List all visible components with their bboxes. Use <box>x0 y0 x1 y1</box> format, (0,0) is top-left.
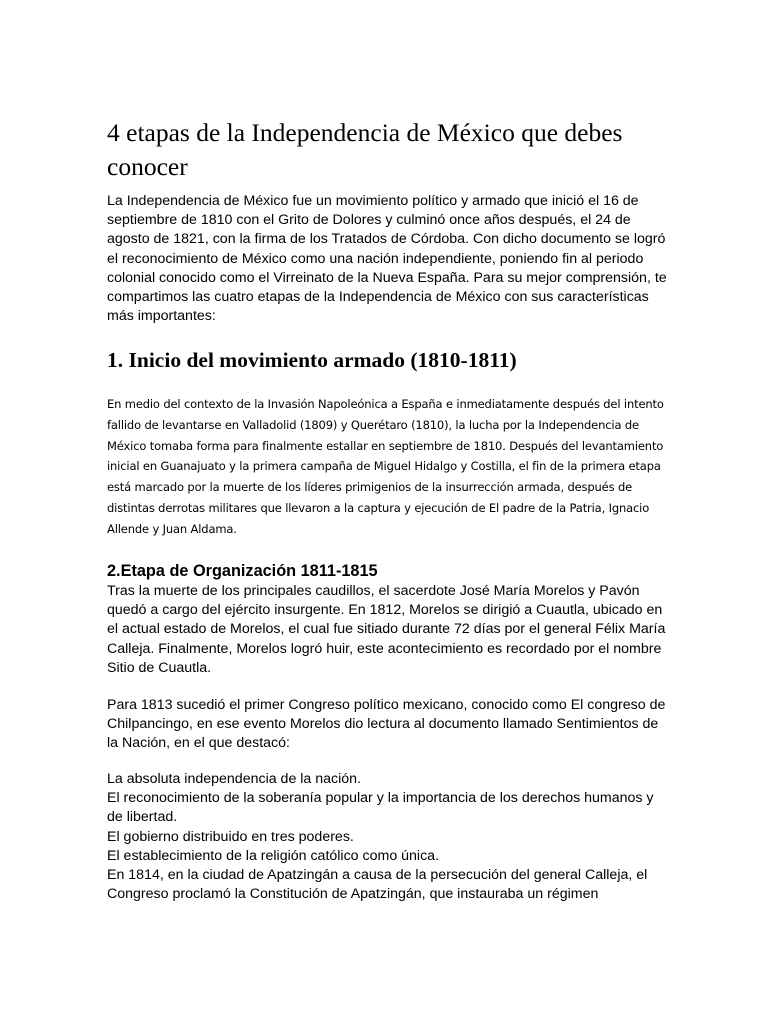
section-1-heading: 1. Inicio del movimiento armado (1810-1811) <box>107 348 517 372</box>
list-item: La absoluta independencia de la nación. <box>107 771 362 787</box>
section-2-heading: 2.Etapa de Organización 1811-1815 <box>107 562 378 580</box>
list-item: En 1814, en la ciudad de Apatzingán a causa de la persecución del general Calleja, el Congreso proclamó la Constitución de Apatzingán, que instauraba un régimen <box>107 867 648 903</box>
list-item: El gobierno distribuido en tres poderes. <box>107 828 354 845</box>
list-item: El establecimiento de la religión católico como única. <box>107 847 440 864</box>
intro-paragraph: La Independencia de México fue un movimiento político y armado que inició el 16 de septiembre de 1810 con el Grito de Dolores y culminó once años después, el 24 de agosto de 1821, con la firma de los Tratados de Córdoba. Con dicho documento se logró el reconocimiento de México como una nación independiente, poniendo fin al periodo colonial conocido como el Virreinato de la Nueva España. Para su mejor comprensión, te compartimos las cuatro etapas de la Independencia de México con sus características más importantes: <box>107 193 667 325</box>
section-2-paragraph-1: Tras la muerte de los principales caudillos, el sacerdote José María Morelos y Pavón quedó a cargo del ejército insurgente. En 1812, Morelos se dirigió a Cuautla, ubicado en el actual estado de Morelos, el cual fue sitiado durante 72 días por el general Félix María Calleja. Finalmente, Morelos logró huir, este acontecimiento es recordado por el nombre Sitio de Cuautla. <box>107 583 666 676</box>
section-2-paragraph-2: Para 1813 sucedió el primer Congreso político mexicano, conocido como El congreso de Chilpancingo, en ese evento Morelos dio lectura al documento llamado Sentimientos de la Nación, en el que destacó: <box>107 697 666 752</box>
sentimientos-list <box>107 770 667 904</box>
document-title: 4 etapas de la Independencia de México que debes conocer <box>107 118 623 181</box>
list-item: El reconocimiento de la soberanía popular y la importancia de los derechos humanos y de libertad. <box>107 790 654 826</box>
section-1-paragraph: En medio del contexto de la Invasión Napoleónica a España e inmediatamente después del intento fallido de levantarse en Valladolid (1809) y Querétaro (1810), la lucha por la Independencia de México tomaba forma para finalmente estallar en septiembre de 1810. Después del levantamiento inicial en Guanajuato y la primera campaña de Miguel Hidalgo y Costilla, el fin de la primera etapa está marcado por la muerte de los líderes primigenios de la insurrección armada, después de distintas derrotas militares que llevaron a la captura y ejecución de El padre de la Patria, Ignacio Allende y Juan Aldama. <box>107 397 664 536</box>
